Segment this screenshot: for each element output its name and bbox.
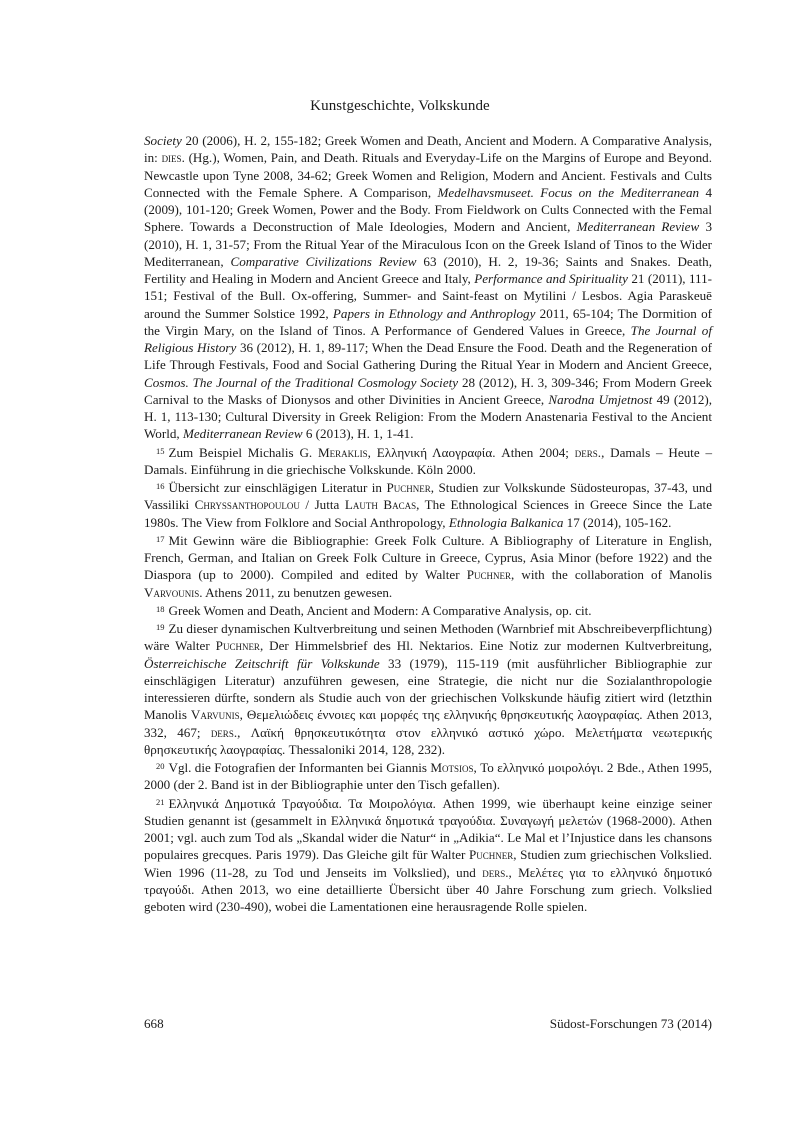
italic-title: Performance and Spirituality bbox=[474, 271, 628, 286]
text-run: Greek Women and Death, Ancient and Modern: A Comparative Analysis, op. cit. bbox=[168, 602, 592, 618]
author-name: Lauth Bacas bbox=[344, 497, 417, 513]
text-run: , with the collaboration of Manolis bbox=[510, 567, 712, 583]
footnote-number: 21 bbox=[156, 796, 165, 807]
italic-title: Comparative Civilizations Review bbox=[230, 253, 417, 269]
footnote-number: 16 bbox=[156, 481, 165, 491]
italic-title: Medelhavsmuseet. Focus on the Mediterranean bbox=[437, 184, 700, 200]
text-run: 4 (2009), 101-120; Greek Women, Power and the Body. From Fieldwork on Cults Connected with the Femal Sphere. Towards a Deconstruction of Male Ideologies, Modern and Ancient, bbox=[144, 184, 713, 235]
footnote-17 bbox=[144, 531, 712, 601]
italic-title: Ethnologia Balkanica bbox=[448, 514, 564, 530]
footnote-continuation bbox=[144, 132, 712, 443]
text-run: , Θεμελιώδεις έννοιες και μορφές της ελληνικής θρησκευτικής λαογραφίας. Athen 2013, 332, 467; bbox=[144, 707, 712, 740]
text-run: 63 (2010), H. 2, 19-36; Saints and Snakes. Death, Fertility and Healing in Modern and Ancient Greece and Italy, bbox=[144, 253, 712, 286]
footnote-number: 15 bbox=[156, 445, 165, 456]
footnote-21 bbox=[144, 794, 712, 916]
footnote-20 bbox=[144, 758, 712, 794]
text-run: 36 (2012), H. 1, 89-117; When the Dead Ensure the Food. Death and the Regeneration of Life Through Festivals, Food and Social Gathering During the Ritual Year in Modern and Ancient Greece, bbox=[144, 340, 713, 373]
page-footer bbox=[144, 1016, 712, 1032]
text-run: 28 (2012), H. 3, 309-346; From Modern Greek Carnival to the Masks of Dionysos and other Divinities in Ancient Greece, bbox=[144, 374, 713, 407]
author-name: ders bbox=[482, 864, 506, 880]
text-run: ., Λαϊκή θρησκευτικότητα στον ελληνικό αστικό χώρο. Μελετήματα νεωτερικής θρησκευτικής λαογραφίας. Thessaloniki 2014, 128, 232). bbox=[144, 724, 712, 757]
footnote-number: 19 bbox=[156, 622, 165, 632]
text-run: ., Damals – Heute – Damals. Einführung in die griechische Volkskunde. Köln 2000. bbox=[144, 444, 712, 477]
text-run: Vgl. die Fotografien der Informanten bei Giannis bbox=[168, 760, 431, 775]
text-run: . (Hg.), Women, Pain, and Death. Rituals and Everyday-Life on the Margins of Europe and Beyond. Newcastle upon Tyne 2008, 34-62; Greek Women and Religion, Modern and Ancient. Festivals and Cults Connected with the Female Sphere. A Comparison, bbox=[144, 150, 712, 200]
italic-title: The Journal of Religious History bbox=[144, 322, 712, 355]
footnote-18 bbox=[144, 601, 712, 619]
footnote-15 bbox=[144, 443, 712, 479]
author-name: Puchner bbox=[386, 480, 431, 495]
text-run: , Der Himmelsbrief des Hl. Nektarios. Eine Notiz zur modernen Kultverbreitung, bbox=[259, 638, 712, 654]
author-name: Varvunis bbox=[190, 707, 240, 723]
text-run: 33 (1979), 115-119 (mit ausführlicher Bibliographie zur einschlägigen Literatur) anzuführen gewesen, eine Strategie, die nicht nur die Sozialanthropologie interessieren dürfte, sondern als Studie auch von der griechischen Volkskunde häufig zitiert wird (letzthin Manolis bbox=[144, 655, 712, 723]
italic-title: Mediterranean Review bbox=[182, 426, 303, 442]
text-run: Zum Beispiel Michalis G. bbox=[168, 444, 318, 460]
author-name: Motsios bbox=[430, 760, 474, 775]
journal-citation: Südost-Forschungen 73 (2014) bbox=[549, 1016, 712, 1031]
text-run: Mit Gewinn wäre die Bibliographie: Greek Folk Culture. A Bibliography of Literature in English, French, German, and Italian on Greek Folk Culture in Greece, Cyprus, Asia Minor (before 1922) and the Diaspora (up to 2000). Compiled and edited by Walter bbox=[144, 532, 712, 583]
author-name: dies bbox=[161, 150, 182, 166]
author-name: Meraklis bbox=[318, 444, 368, 460]
footnote-number: 17 bbox=[156, 533, 165, 544]
italic-title: Cosmos. The Journal of the Traditional Cosmology Society bbox=[144, 374, 459, 390]
body-text bbox=[144, 132, 712, 915]
text-run: ., Μελέτες για το ελληνικό δημοτικό τραγούδι. Athen 2013, wo eine detaillierte Übersicht über 40 Jahre Forschung zum griech. Volkslied geboten wird (230-490), wobei die Lamentationen eine herausragende Rolle spielen. bbox=[144, 864, 712, 914]
text-run: Ελληνικά Δημοτικά Τραγούδια. Τα Μοιρολόγια. Athen 1999, wie überhaupt keine einzige seiner Studien genannt ist (gesammelt in Ελληνικά δημοτικά τραγούδια. Συναγωγή μελετών (1968-2000). Athen 2001; vgl. auch zum Tod als „Skandal wider die Natur“ in „Adikia“. Le Mal et l’Injustice dans les chansons populaires grecques. Paris 1979). Das Gleiche gilt für Walter bbox=[144, 795, 712, 863]
text-run: 49 (2012), H. 1, 113-130; Cultural Diversity in Greek Religion: From the Modern Anastenaria Festival to the Ancient World, bbox=[144, 391, 712, 442]
italic-title: Society bbox=[144, 133, 182, 148]
text-run: Zu dieser dynamischen Kultverbreitung und seinen Methoden (Warnbrief mit Abschreibeverpflichtung) wäre Walter bbox=[144, 621, 712, 654]
text-run: , Ελληνική Λαογραφία. Athen 2004; bbox=[367, 444, 575, 460]
author-name: ders bbox=[210, 724, 234, 740]
text-run: , Studien zur Volkskunde Südosteuropas, 37-43, und Vassiliki bbox=[144, 480, 712, 513]
italic-title: Papers in Ethnology and Anthroplogy bbox=[332, 305, 536, 321]
italic-title: Österreichische Zeitschrift für Volkskunde bbox=[144, 655, 380, 671]
text-run: , The Ethnological Sciences in Greece Since the Late 1980s. The View from Folklore and Social Anthropology, bbox=[144, 497, 712, 530]
footnote-number: 20 bbox=[156, 761, 165, 771]
footnote-16 bbox=[144, 478, 712, 531]
text-run: / Jutta bbox=[299, 497, 345, 513]
author-name: ders bbox=[574, 444, 598, 460]
text-run: Übersicht zur einschlägigen Literatur in bbox=[168, 480, 387, 495]
text-run: . Athens 2011, zu benutzen gewesen. bbox=[199, 584, 393, 600]
footnote-number: 18 bbox=[156, 603, 165, 614]
text-run: 3 (2010), H. 1, 31-57; From the Ritual Year of the Miraculous Icon on the Greek Island of Tinos to the Wider Mediterranean, bbox=[144, 219, 712, 269]
author-name: Chryssanthopoulou bbox=[194, 497, 300, 513]
text-run: 6 (2013), H. 1, 1-41. bbox=[302, 426, 414, 442]
author-name: Puchner bbox=[215, 638, 260, 654]
footnote-19 bbox=[144, 619, 712, 758]
text-run: 21 (2011), 111-151; Festival of the Bull. Ox-offering, Summer- and Saint-feast on Mytilini / Lesbos. Agia Paraskeuē around the Summer Solstice 1992, bbox=[144, 271, 713, 321]
running-head: Kunstgeschichte, Volkskunde bbox=[310, 98, 490, 114]
text-run: , Το ελληνικό μοιρολόγι. 2 Bde., Athen 1995, 2000 (der 2. Band ist in der Bibliographie unter den Tisch gefallen). bbox=[144, 760, 712, 793]
text-run: 20 (2006), H. 2, 155-182; Greek Women and Death, Ancient and Modern. A Comparative Analysis, in: bbox=[144, 133, 712, 166]
text-run: 2011, 65-104; The Dormition of the Virgin Mary, on the Island of Tinos. A Performance of Gendered Values in Greece, bbox=[144, 305, 712, 338]
italic-title: Mediterranean Review bbox=[576, 219, 700, 235]
author-name: Puchner bbox=[466, 567, 511, 583]
author-name: Puchner bbox=[468, 847, 514, 863]
page-number: 668 bbox=[144, 1016, 164, 1031]
text-run: 17 (2014), 105-162. bbox=[563, 514, 672, 530]
italic-title: Narodna Umjetnost bbox=[548, 391, 653, 407]
text-run: , Studien zum griechischen Volkslied. Wien 1996 (11-28, zu Tod und Jenseits im Volkslied), und bbox=[144, 847, 712, 880]
author-name: Varvounis bbox=[144, 584, 200, 600]
